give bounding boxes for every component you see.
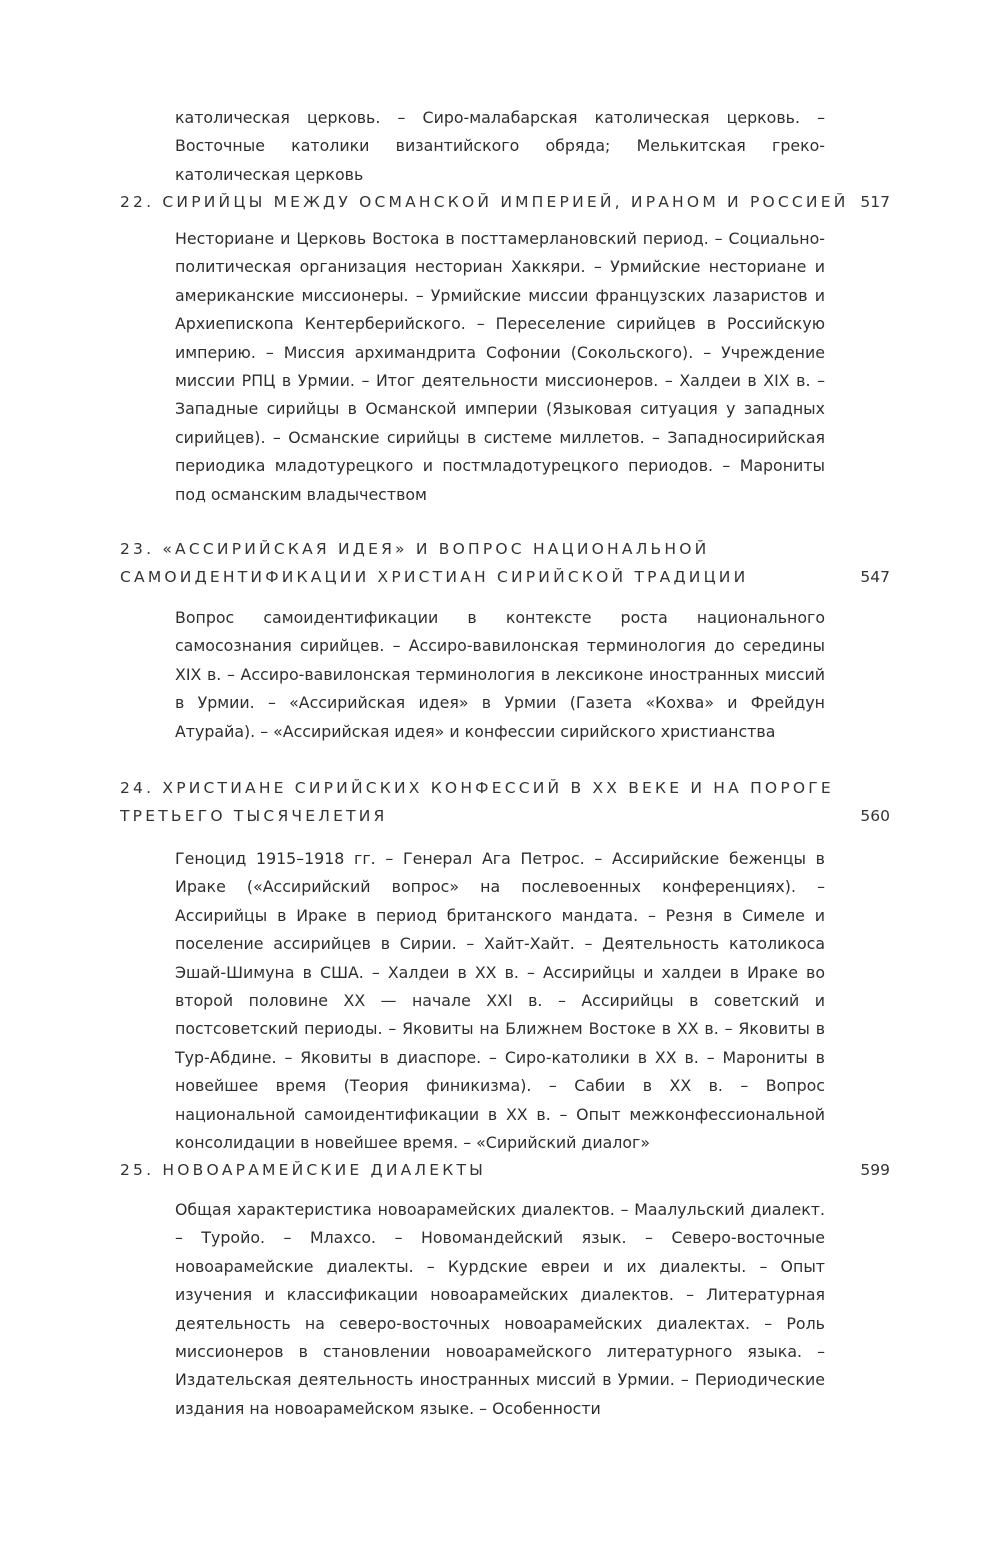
chapter-24-heading: [120, 774, 890, 830]
intro-paragraph: католическая церковь. – Сиро-малабарская католическая церковь. – Восточные католики византийского обряда; Мелькитская греко-католическая церковь: [175, 108, 825, 184]
chapter-23-title-line-2: САМОИДЕНТИФИКАЦИИ ХРИСТИАН СИРИЙСКОЙ ТРАДИЦИИ: [120, 568, 749, 586]
chapter-24-title-line-1: 24. ХРИСТИАНЕ СИРИЙСКИХ КОНФЕССИЙ В XX ВЕКЕ И НА ПОРОГЕ: [120, 779, 834, 797]
chapter-24-title-line-2: ТРЕТЬЕГО ТЫСЯЧЕЛЕТИЯ: [120, 807, 388, 825]
chapter-25-heading: [120, 1156, 890, 1184]
chapter-25-title: 25. НОВОАРАМЕЙСКИЕ ДИАЛЕКТЫ: [120, 1161, 487, 1179]
chapter-23-heading: [120, 535, 890, 591]
chapter-23-summary: Вопрос самоидентификации в контексте роста национального самосознания сирийцев. – Ассиро-вавилонская терминология до середины XIX в. – Ассиро-вавилонская терминология в лексиконе иностранных миссий в Урмии. – «Ассирийская идея» в Урмии (Газета «Кохва» и Фрейдун Атурайа). – «Ассирийская идея» и конфессии сирийского христианства: [175, 608, 825, 741]
chapter-22-heading: [120, 188, 890, 216]
chapter-22-summary: Несториане и Церковь Востока в посттамерлановский период. – Социально-политическая организация несториан Хаккяри. – Урмийские несториане и американские миссионеры. – Урмийские миссии французских лазаристов и Архиепископа Кентерберийского. – Переселение сирийцев в Российскую империю. – Миссия архимандрита Софонии (Сокольского). – Учреждение миссии РПЦ в Урмии. – Итог деятельности миссионеров. – Халдеи в XIX в. – Западные сирийцы в Османской империи (Языковая ситуация у западных сирийцев). – Османские сирийцы в системе миллетов. – Западносирийская периодика младотурецкого и постмладотурецкого периодов. – Марониты под османским владычеством: [175, 229, 825, 504]
chapter-22-title: 22. СИРИЙЦЫ МЕЖДУ ОСМАНСКОЙ ИМПЕРИЕЙ, ИРАНОМ И РОССИЕЙ: [120, 193, 849, 211]
chapter-24-summary: Геноцид 1915–1918 гг. – Генерал Ага Петрос. – Ассирийские беженцы в Ираке («Ассирийский вопрос» на послевоенных конференциях). – Ассирийцы в Ираке в период британского мандата. – Резня в Симеле и поселение ассирийцев в Сирии. – Хайт-Хайт. – Деятельность католикоса Эшай-Шимуна в США. – Халдеи в XX в. – Ассирийцы и халдеи в Ираке во второй половине XX — начале XXI в. – Ассирийцы в советский и постсоветский периоды. – Яковиты на Ближнем Востоке в XX в. – Яковиты в Тур-Абдине. – Яковиты в диаспоре. – Сиро-католики в XX в. – Марониты в новейшее время (Теория финикизма). – Сабии в XX в. – Вопрос национальной самоидентификации в XX в. – Опыт межконфессиональной консолидации в новейшее время. – «Сирийский диалог»: [175, 849, 825, 1153]
chapter-25-page-number: 599: [860, 1161, 890, 1179]
chapter-23-page-number: 547: [860, 568, 890, 586]
chapter-25-summary: Общая характеристика новоарамейских диалектов. – Маалульский диалект. – Туройо. – Млахсо. – Новомандейский язык. – Северо-восточные новоарамейские диалекты. – Курдские евреи и их диалекты. – Опыт изучения и классификации новоарамейских диалектов. – Литературная деятельность на северо-восточных новоарамейских диалектах. – Роль миссионеров в становлении новоарамейского литературного языка. – Издательская деятельность иностранных миссий в Урмии. – Периодические издания на новоарамейском языке. – Особенности: [175, 1200, 825, 1418]
chapter-23-title-line-1: 23. «АССИРИЙСКАЯ ИДЕЯ» И ВОПРОС НАЦИОНАЛЬНОЙ: [120, 540, 710, 558]
chapter-24-page-number: 560: [860, 807, 890, 825]
chapter-22-page-number: 517: [860, 193, 890, 211]
